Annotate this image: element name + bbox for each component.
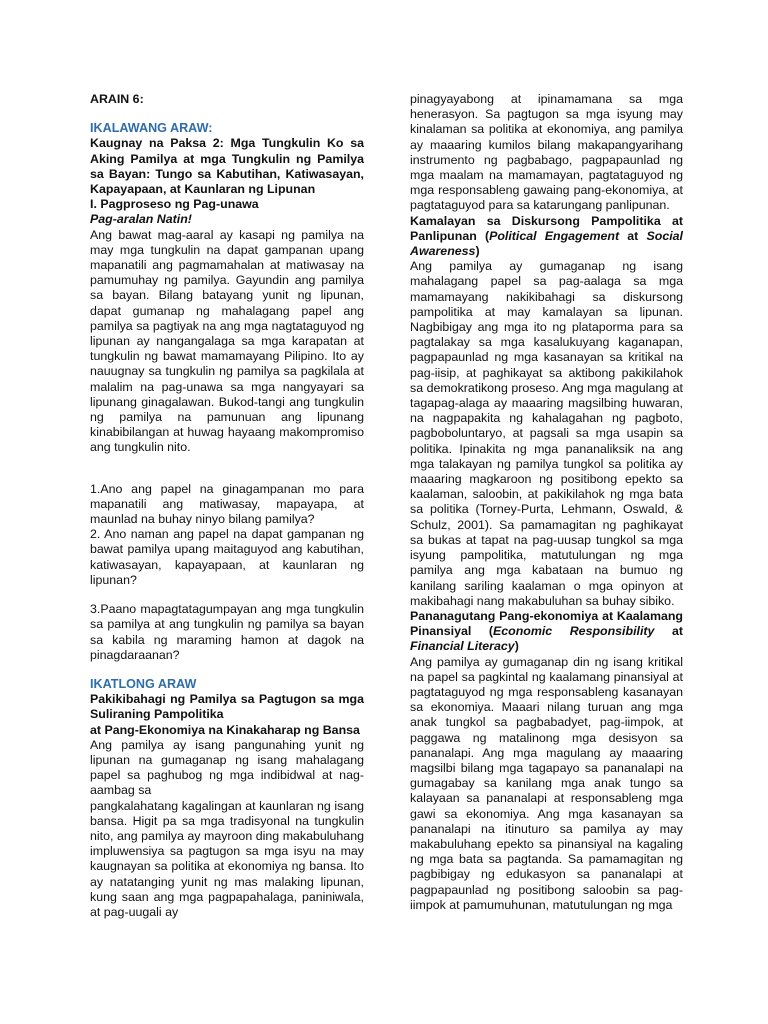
- left-column: [90, 92, 364, 920]
- day2-heading: IKALAWANG ARAW:: [90, 121, 213, 136]
- question-3: 3.Paano mapagtatagumpayan ang mga tungkulin sa pamilya at ang tungkulin ng pamilya sa bayan sa kabila ng maraming hamon at dagok na pinagdaraanan?: [90, 602, 364, 662]
- section-one-heading: I. Pagproseso ng Pag-unawa: [90, 197, 259, 212]
- question-1: 1.Ano ang papel na ginagampanan mo para mapanatili ang matiwasay, mapayapa, at maunlad na buhay ninyo bilang pamilya?: [90, 481, 364, 527]
- day3-heading: IKATLONG ARAW: [90, 676, 197, 691]
- body-paragraph: Ang bawat mag-aaral ay kasapi ng pamilya na may mga tungkulin na dapat gampanan upang mapanatili ang pagmamahalan at matiwasay na pamumuhay ng pamilya. Gayundin ang pamilya sa bayan. Bilang batayang yunit ng lipunan, dapat gumanap ng mahalagang papel ang pamilya sa pagtiyak na ang mga nagtataguyod ng lipunan ay nangangalaga sa mga karapatan at tungkulin ng bawat mamamayang Pilipino. Ito ay nauugnay sa tungkulin ng pamilya sa pagkilala at malalim na pag-unawa sa mga nangyayari sa lipunang ginagalawan. Bukod-tangi ang tungkulin ng pamilya na pamunuan ang lipunang kinabibilangan at huwag hayaang makompromiso ang tungkulin nito.: [90, 227, 364, 455]
- section-heading-political: Kamalayan sa Diskursong Pampolitika at Panlipunan (Political Engagement at Social Awareness): [410, 213, 683, 259]
- body-paragraph: Ang pamilya ay gumaganap din ng isang kritikal na papel sa pagkintal ng kaalamang pinansiyal at pagtataguyod ng mga responsableng kasanayan sa ekonomiya. Maaari nilang turuan ang mga anak tungkol sa pagbabadyet, pag-iimpok, at paggawa ng matalinong mga desisyon sa pananalapi. Ang mga magulang ay maaaring magsilbi bilang mga tagapayo sa pananalapi na gumagabay sa kanilang mga anak tungo sa kalayaan sa pananalapi at responsableng mga gawi sa ekonomiya. Ang mga kasanayan sa pananalapi na itinuturo sa pamilya ay may makabuluhang epekto sa pinansiyal na kagaling ng mga bata sa pagtanda. Sa pamamagitan ng pagbibigay ng edukasyon sa pananalapi at pagpapaunlad ng positibong saloobin sa pag-iimpok at pamumuhunan, matutulungan ng mga: [410, 654, 683, 912]
- right-column: [410, 92, 683, 913]
- day3-title: Pakikibahagi ng Pamilya sa Pagtugon sa mga Suliraning Pampolitika: [90, 692, 364, 722]
- body-paragraph: Ang pamilya ay gumaganap ng isang mahalagang papel sa pag-aalaga sa mga mamamayang nakikibahagi sa diskursong pampolitika at may kamalayan sa lipunan. Nagbibigay ang mga ito ng plataporma para sa pagtalakay sa mga kasalukuyang kaganapan, pagpapaunlad ng mga kasanayan sa kritikal na pag-iisip, at paghikayat sa aktibong pakikilahok sa demokratikong proseso. Ang mga magulang at tagapag-alaga ay maaaring magsilbing huwaran, na nagpapakita ng kahalagahan ng pagboto, pagboboluntaryo, at pagsali sa mga usapin sa politika. Ipinakita ng mga pananaliksik na ang mga talakayan ng pamilya tungkol sa politika ay maaaring magkaroon ng positibong epekto sa kaalaman, saloobin, at pakikilahok ng mga bata sa politika (Torney-Purta, Lehmann, Oswald, & Schulz, 2001). Sa pamamagitan ng paghikayat sa bukas at tapat na pag-uusap tungkol sa mga isyung pampolitika, matutulungan ng mga pamilya ang mga kabataan na bumuo ng kanilang sariling kaalaman o mga opinyon at makibahagi nang makabuluhan sa buhay sibiko.: [410, 259, 683, 608]
- section-heading-economic: Pananagutang Pang-ekonomiya at Kaalamang Pinansiyal (Economic Responsibility at Financial Literacy): [410, 608, 683, 654]
- question-2: 2. Ano naman ang papel na dapat gampanan ng bawat pamilya upang maitaguyod ang kabutihan, katiwasayan, kapayapaan, at kaunlaran ng lipunan?: [90, 527, 364, 587]
- study-label: Pag-aralan Natin!: [90, 212, 192, 227]
- arain-label: ARAIN 6:: [90, 92, 144, 106]
- body-paragraph: Ang pamilya ay isang pangunahing yunit ng lipunan na gumaganap ng isang mahalagang papel sa paghubog ng mga indibidwal at nag-aambag sa: [90, 737, 364, 798]
- topic-title: Kaugnay na Paksa 2: Mga Tungkulin Ko sa Aking Pamilya at mga Tungkulin ng Pamilya sa Bayan: Tungo sa Kabutihan, Katiwasayan, Kapayapaan, at Kaunlaran ng Lipunan: [90, 136, 364, 197]
- body-paragraph: pinagyayabong at ipinamamana sa mga henerasyon. Sa pagtugon sa mga isyung may kinalaman sa politika at ekonomiya, ang pamilya ay maaaring kumilos bilang makapangyarihang instrumento ng pagbabago, pagpapaunlad ng mga maalam na mamamayan, pagtataguyod ng mga responsableng gawaing pang-ekonomiya, at pagtataguyod para sa katarungang panlipunan.: [410, 92, 683, 213]
- day3-subtitle: at Pang-Ekonomiya na Kinakaharap ng Bansa: [90, 722, 360, 737]
- body-paragraph: pangkalahatang kagalingan at kaunlaran ng isang bansa. Higit pa sa mga tradisyonal na tungkulin nito, ang pamilya ay mayroon ding makabuluhang impluwensiya sa pagtugon sa mga isyu na may kaugnayan sa politika at ekonomiya ng bansa. Ito ay natatanging yunit ng mas malaking lipunan, kung saan ang mga pagpapahalaga, paniniwala, at pag-uugali ay: [90, 798, 364, 919]
